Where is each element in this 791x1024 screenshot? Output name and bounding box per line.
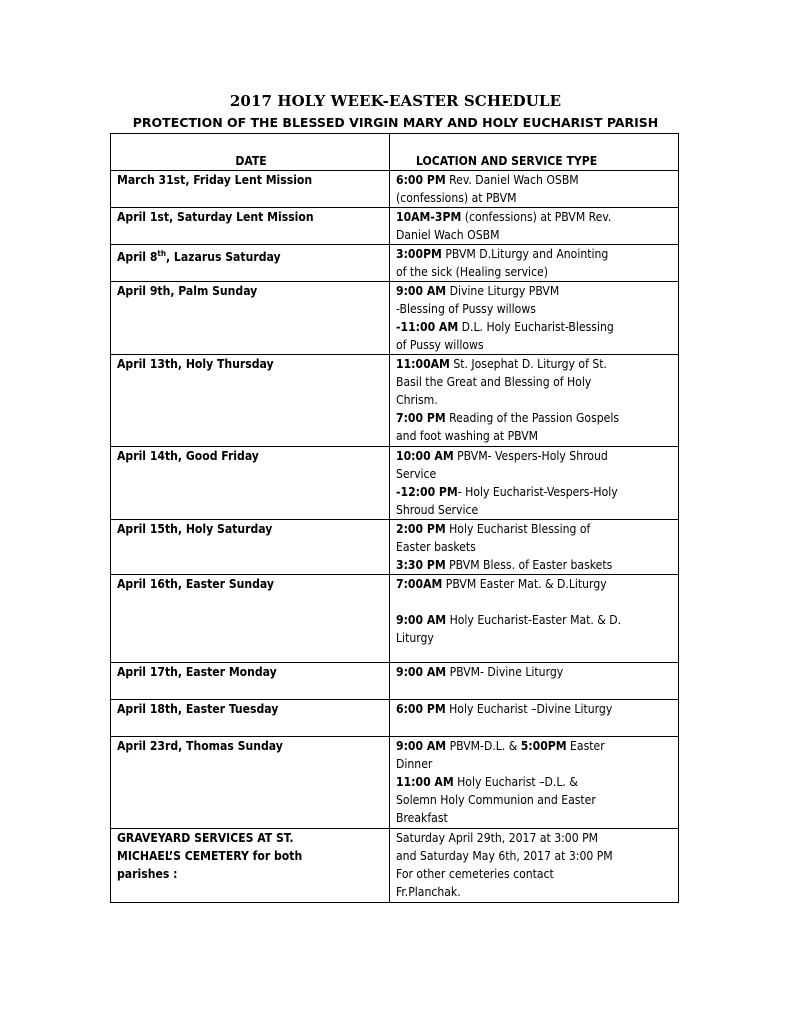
service-time: 3:30 PM (396, 558, 446, 572)
service-text: PBVM- Vespers-Holy Shroud (453, 449, 608, 463)
date-text: April 8th, Lazarus Saturday (117, 249, 281, 265)
date-text: April 1st, Saturday Lent Mission (117, 210, 314, 224)
service-text: PBVM Easter Mat. & D.Liturgy (442, 577, 607, 591)
service-text: - Holy Eucharist-Vespers-Holy (457, 485, 618, 499)
table-row (111, 208, 679, 245)
service-text: (confessions) at PBVM Rev. (461, 210, 612, 224)
date-text: MICHAEL’S CEMETERY for both (117, 849, 303, 863)
service-line: -Blessing of Pussy willows (396, 302, 536, 316)
service-time: 10:00 AM (396, 449, 454, 463)
service-line: Daniel Wach OSBM (396, 228, 500, 242)
service-time: 10AM-3PM (396, 210, 462, 224)
service-line (396, 575, 674, 593)
service-time: 9:00 AM (396, 739, 447, 753)
service-text: Holy Eucharist –Divine Liturgy (445, 702, 613, 716)
header-date: DATE (111, 134, 390, 171)
date-text: April 23rd, Thomas Sunday (117, 739, 283, 753)
service-line: Breakfast (396, 811, 448, 825)
service-time: 11:00 AM (396, 775, 454, 789)
table-row (111, 829, 679, 903)
service-line (396, 245, 674, 263)
date-cell (111, 520, 390, 575)
service-line: Liturgy (396, 631, 434, 645)
service-line: For other cemeteries contact (396, 867, 554, 881)
date-text: March 31st, Friday Lent Mission (117, 173, 313, 187)
date-cell (111, 575, 390, 663)
service-line: Basil the Great and Blessing of Holy (396, 375, 592, 389)
service-time: -12:00 PM (396, 485, 458, 499)
service-time: 5:00PM (520, 739, 567, 753)
date-text: April 14th, Good Friday (117, 449, 259, 463)
service-time: 7:00 PM (396, 411, 446, 425)
date-text: GRAVEYARD SERVICES AT ST. (117, 831, 294, 845)
service-line (396, 611, 674, 629)
date-cell (111, 355, 390, 447)
page-subtitle: PROTECTION OF THE BLESSED VIRGIN MARY AND HOLY EUCHARIST PARISH (132, 115, 659, 130)
date-cell (111, 208, 390, 245)
service-line: Service (396, 467, 437, 481)
date-cell (111, 700, 390, 737)
service-line: of Pussy willows (396, 338, 484, 352)
date-text: April 15th, Holy Saturday (117, 522, 273, 536)
service-time: 2:00 PM (396, 522, 446, 536)
date-cell (111, 829, 390, 903)
date-cell (111, 737, 390, 829)
service-line (396, 409, 674, 427)
service-text: St. Josephat D. Liturgy of St. (449, 357, 607, 371)
service-line: Solemn Holy Communion and Easter (396, 793, 596, 807)
table-row (111, 282, 679, 355)
service-line (396, 483, 674, 501)
table-row (111, 447, 679, 520)
service-cell (390, 282, 679, 355)
service-text: PBVM Bless. of Easter baskets (445, 558, 613, 572)
service-line (396, 318, 674, 336)
service-line: of the sick (Healing service) (396, 265, 548, 279)
service-time: 6:00 PM (396, 702, 446, 716)
table-row (111, 700, 679, 737)
service-time: 9:00 AM (396, 613, 447, 627)
service-line: Dinner (396, 757, 433, 771)
service-line (396, 171, 674, 189)
service-line (396, 208, 674, 226)
service-line (396, 663, 674, 681)
service-time: 9:00 AM (396, 665, 447, 679)
service-time: 6:00 PM (396, 173, 446, 187)
date-cell (111, 282, 390, 355)
service-line (396, 700, 674, 718)
service-cell (390, 245, 679, 282)
service-cell (390, 520, 679, 575)
service-cell (390, 575, 679, 663)
service-line: Easter baskets (396, 540, 476, 554)
service-text: Holy Eucharist Blessing of (445, 522, 591, 536)
table-row (111, 520, 679, 575)
service-cell (390, 171, 679, 208)
service-text: D.L. Holy Eucharist-Blessing (458, 320, 614, 334)
service-line (396, 355, 674, 373)
service-text: Divine Liturgy PBVM (446, 284, 560, 298)
service-line (396, 520, 674, 538)
date-cell (111, 171, 390, 208)
header-row (111, 134, 679, 171)
date-text: April 13th, Holy Thursday (117, 357, 274, 371)
service-time: -11:00 AM (396, 320, 459, 334)
service-time: 11:00AM (396, 357, 450, 371)
table-row (111, 737, 679, 829)
service-cell (390, 355, 679, 447)
service-line (396, 556, 674, 574)
service-text: Rev. Daniel Wach OSBM (445, 173, 579, 187)
service-text: PBVM D.Liturgy and Anointing (441, 247, 609, 261)
service-cell (390, 447, 679, 520)
date-cell (111, 663, 390, 700)
service-line (396, 737, 674, 755)
service-line (396, 282, 674, 300)
date-cell (111, 447, 390, 520)
service-text: PBVM- Divine Liturgy (446, 665, 564, 679)
service-time: 9:00 AM (396, 284, 447, 298)
date-text: parishes : (117, 867, 178, 881)
table-row (111, 171, 679, 208)
service-cell (390, 737, 679, 829)
date-superscript: th (157, 249, 166, 258)
service-text: Holy Eucharist-Easter Mat. & D. (446, 613, 622, 627)
service-cell (390, 700, 679, 737)
service-cell (390, 829, 679, 903)
table-row (111, 575, 679, 663)
service-line: Shroud Service (396, 503, 479, 517)
service-time: 3:00PM (396, 247, 442, 261)
service-line (396, 447, 674, 465)
table-row (111, 663, 679, 700)
service-text: Reading of the Passion Gospels (445, 411, 620, 425)
date-text: April 17th, Easter Monday (117, 665, 277, 679)
schedule-table (110, 133, 679, 903)
header-location: LOCATION AND SERVICE TYPE (390, 134, 679, 171)
service-line: Chrism. (396, 393, 438, 407)
table-row (111, 245, 679, 282)
page-title: 2017 HOLY WEEK-EASTER SCHEDULE (229, 92, 562, 110)
service-text: Holy Eucharist –D.L. & (453, 775, 578, 789)
service-line: Fr.Planchak. (396, 885, 461, 899)
service-time: 7:00AM (396, 577, 443, 591)
date-text: April 18th, Easter Tuesday (117, 702, 279, 716)
service-text: PBVM-D.L. & (446, 739, 521, 753)
spacer (396, 593, 674, 611)
service-cell (390, 208, 679, 245)
service-line: Saturday April 29th, 2017 at 3:00 PM (396, 831, 599, 845)
service-cell (390, 663, 679, 700)
date-text: April 9th, Palm Sunday (117, 284, 258, 298)
service-line: and Saturday May 6th, 2017 at 3:00 PM (396, 849, 613, 863)
service-line (396, 773, 674, 791)
date-cell (111, 245, 390, 282)
service-text: Easter (566, 739, 605, 753)
date-text: April 16th, Easter Sunday (117, 577, 274, 591)
service-line: and foot washing at PBVM (396, 429, 539, 443)
table-row (111, 355, 679, 447)
service-line: (confessions) at PBVM (396, 191, 517, 205)
